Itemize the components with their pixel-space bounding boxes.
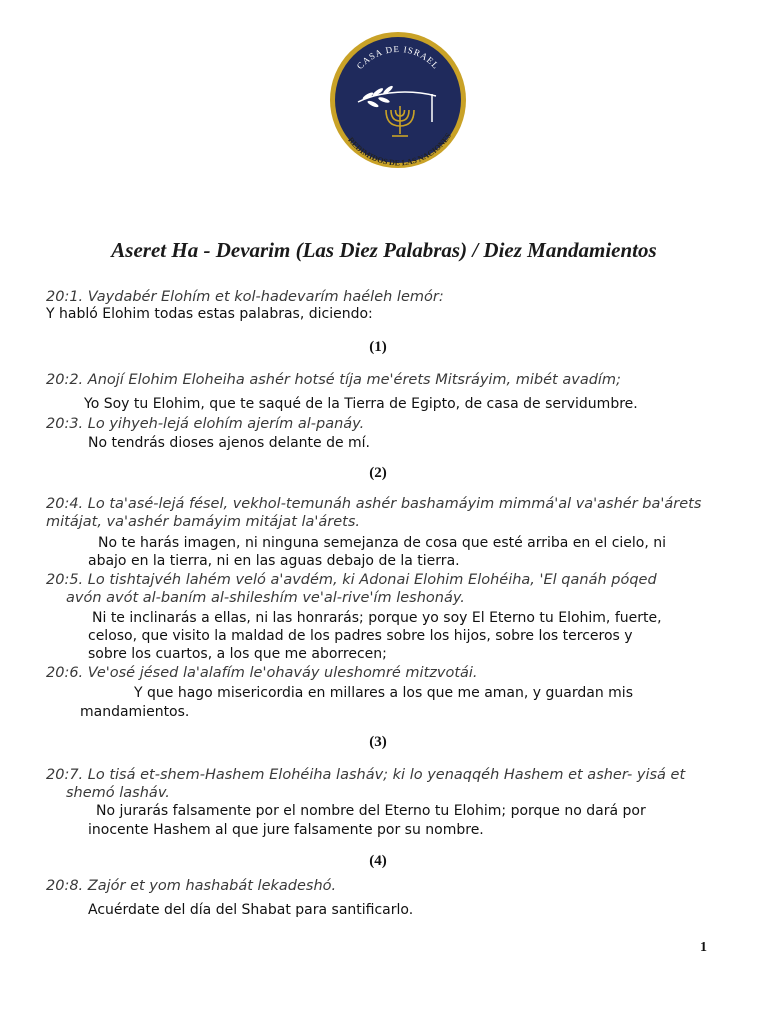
translation-20-1: Y habló Elohim todas estas palabras, diciendo: — [46, 306, 373, 322]
translation-20-7-line1: No jurarás falsamente por el nombre del Eterno tu Elohim; porque no dará por — [96, 803, 646, 819]
verse-20-8: 20:8. Zajór et yom hashabát lekadeshó. — [46, 878, 337, 894]
casa-de-israel-logo — [328, 30, 468, 190]
translation-20-4-line1: No te harás imagen, ni ninguna semejanza de cosa que esté arriba en el cielo, ni — [98, 535, 667, 551]
commandment-number: (4) — [369, 853, 387, 869]
verse-20-4-line1: 20:4. Lo ta'asé-lejá fésel, vekhol-temunáh ashér bashamáyim mimmá'al va'ashér ba'árets — [46, 496, 702, 512]
commandment-number: (1) — [369, 339, 387, 355]
verse-20-5-line2: avón avót al-baním al-shileshím ve'al-rive'ím leshonáy. — [66, 590, 465, 606]
translation-20-6-line2: mandamientos. — [80, 704, 190, 720]
translation-20-4-line2: abajo en la tierra, ni en las aguas debajo de la tierra. — [88, 553, 460, 569]
menorah-seal-icon — [328, 30, 468, 190]
page-number: 1 — [700, 940, 707, 955]
verse-20-3: 20:3. Lo yihyeh-lejá elohím ajerím al-panáy. — [46, 416, 365, 432]
svg-text:REDIMIDOS DE LAS NACIONES: REDIMIDOS DE LAS NACIONES — [346, 131, 453, 168]
translation-20-5-line2: celoso, que visito la maldad de los padres sobre los hijos, sobre los terceros y — [88, 628, 633, 644]
translation-20-8: Acuérdate del día del Shabat para santificarlo. — [88, 902, 414, 918]
verse-20-4-line2: mitájat, va'ashér bamáyim mitájat la'árets. — [46, 514, 361, 530]
verse-20-2: 20:2. Anojí Elohim Eloheiha ashér hotsé tíja me'érets Mitsráyim, mibét avadím; — [46, 372, 621, 388]
verse-20-7-line1: 20:7. Lo tisá et-shem-Hashem Elohéiha lasháv; ki lo yenaqqéh Hashem et asher- yisá et — [46, 767, 686, 783]
verse-20-5-line1: 20:5. Lo tishtajvéh lahém veló a'avdém, ki Adonai Elohim Elohéiha, 'El qanáh póqed — [46, 572, 657, 588]
commandment-number: (2) — [369, 465, 387, 481]
translation-20-5-line1: Ni te inclinarás a ellas, ni las honrarás; porque yo soy El Eterno tu Elohim, fuerte, — [92, 610, 662, 626]
verse-20-6: 20:6. Ve'osé jésed la'alafím le'ohaváy uleshomré mitzvotái. — [46, 665, 478, 681]
verse-20-7-line2: shemó lasháv. — [66, 785, 170, 801]
translation-20-7-line2: inocente Hashem al que jure falsamente por su nombre. — [88, 822, 484, 838]
translation-20-3: No tendrás dioses ajenos delante de mí. — [88, 435, 371, 451]
translation-20-2: Yo Soy tu Elohim, que te saqué de la Tierra de Egipto, de casa de servidumbre. — [84, 396, 638, 412]
verse-20-1: 20:1. Vaydabér Elohím et kol-hadevarím haéleh lemór: — [46, 289, 444, 305]
translation-20-6-line1: Y que hago misericordia en millares a los que me aman, y guardan mis — [134, 685, 633, 701]
svg-text:CASA DE ISRAEL: CASA DE ISRAEL — [354, 43, 442, 72]
commandment-number: (3) — [369, 734, 387, 750]
translation-20-5-line3: sobre los cuartos, a los que me aborrecen; — [88, 646, 387, 662]
document-title: Aseret Ha - Devarim (Las Diez Palabras) / Diez Mandamientos — [111, 238, 657, 262]
